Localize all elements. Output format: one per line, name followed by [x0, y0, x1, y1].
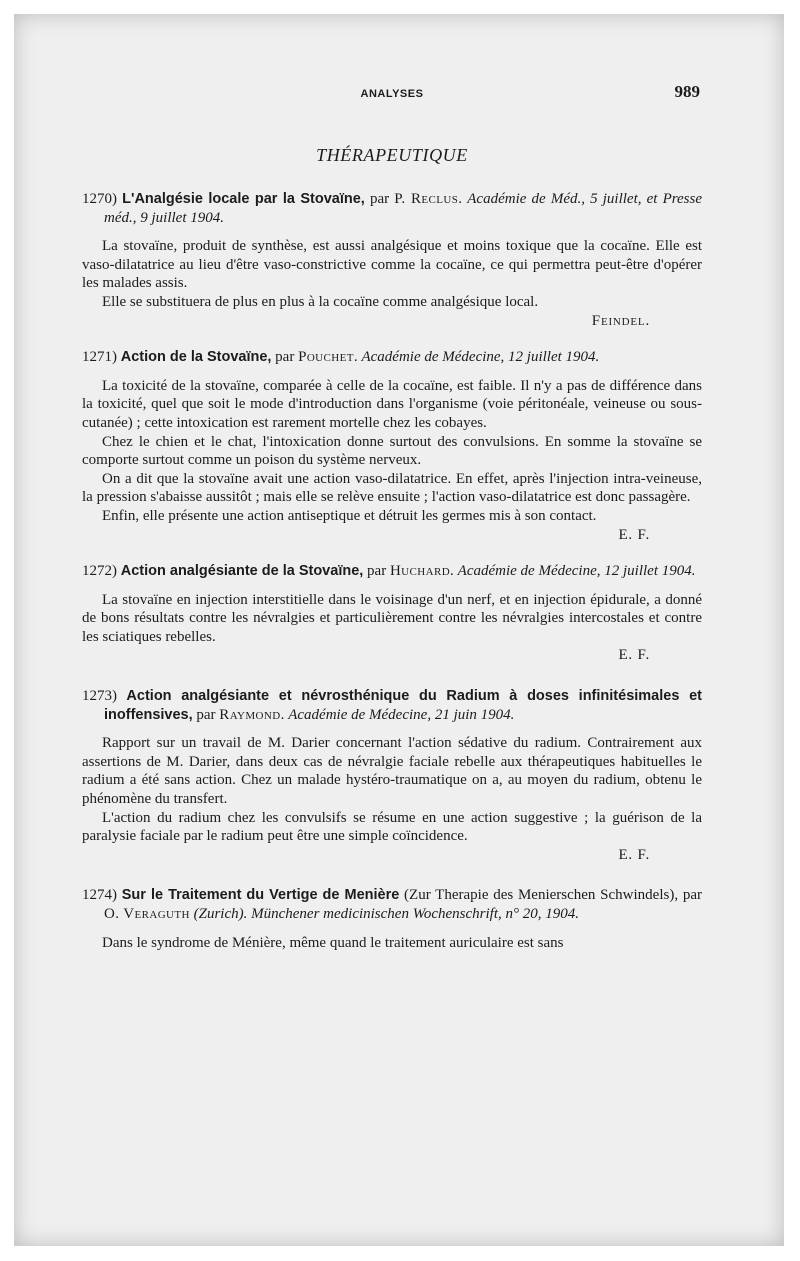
article-paragraph: La toxicité de la stovaïne, comparée à celle de la cocaïne, est faible. Il n'y a pas de différence dans la toxicité, quel que soit le mode d'introduction dans l'organisme (voie péritonéale, veineuse ou sous-cutanée) ; cette intoxication est rarement mortelle chez les cobayes.	[82, 377, 702, 431]
article-entry	[82, 562, 702, 665]
article-heading	[82, 687, 702, 724]
article-signature: Feindel.	[591, 312, 650, 329]
article-entry	[82, 687, 702, 864]
article-paragraph: Dans le syndrome de Ménière, même quand le traitement auriculaire est sans	[102, 934, 564, 951]
article-title: L'Analgésie locale par la Stovaïne,	[122, 191, 365, 207]
article-by: par	[364, 191, 395, 207]
section-title: THÉRAPEUTIQUE	[316, 145, 468, 165]
article-entry	[82, 886, 702, 952]
article-author: Pouchet.	[298, 349, 358, 366]
article-source: Académie de Méd., 5 juillet, et Presse méd., 9 juillet 1904.	[104, 191, 703, 226]
article-signature: E. F.	[618, 846, 650, 863]
article-heading	[82, 562, 702, 581]
article-title: Action analgésiante et névrosthénique du Radium à doses infinitésimales et inoffensives,	[104, 688, 702, 723]
article-by: par	[192, 706, 220, 723]
article-heading	[82, 190, 702, 227]
page-header	[84, 82, 700, 106]
article-entry	[82, 190, 702, 330]
article-paragraph: Enfin, elle présente une action antiseptique et détruit les germes mis à son contact.	[102, 507, 597, 524]
article-by: par	[271, 349, 299, 366]
article-title: Action analgésiante de la Stovaïne,	[120, 563, 364, 580]
article-number: 1274)	[82, 887, 117, 904]
article-source: (Zurich). Münchener medicinischen Wochenschrift, n° 20, 1904.	[189, 906, 579, 922]
article-source: Académie de Médecine, 12 juillet 1904.	[357, 349, 600, 366]
article-paragraph: Chez le chien et le chat, l'intoxication donne surtout des convulsions. En somme la stovaïne se comporte surtout comme un poison du système nerveux.	[82, 433, 702, 469]
article-source: Académie de Médecine, 12 juillet 1904.	[454, 563, 696, 580]
article-paragraph: Rapport sur un travail de M. Darier concernant l'action sédative du radium. Contrairement aux assertions de M. Darier, dans deux cas de névralgie faciale rebelle aux thérapeutiques habituelles le radium a été sans action. Chez un malade hystéro-traumatique on a, au moyen du radium, obtenu le phénomène du transfert.	[82, 735, 702, 808]
article-author: O. Veraguth	[104, 906, 190, 922]
article-paragraph: On a dit que la stovaïne avait une action vaso-dilatatrice. En effet, après l'injection intra-veineuse, la pression s'abaisse aussitôt ; mais elle se relève ensuite ; l'action vaso-dilatatrice est donc passagère.	[82, 470, 702, 506]
article-paragraph: La stovaïne en injection interstitielle dans le voisinage d'un nerf, et en injection épidurale, a donné de bons résultats contre les névralgies et particulièrement contre les névralgies intercostales et contre les sciatiques rebelles.	[82, 591, 702, 645]
article-heading	[82, 886, 702, 923]
article-title: Action de la Stovaïne,	[120, 349, 272, 366]
article-heading	[82, 348, 702, 367]
article-author: P. Reclus.	[394, 191, 463, 207]
article-author: Huchard.	[389, 563, 455, 580]
article-entry	[82, 348, 702, 544]
running-head: ANALYSES	[360, 88, 424, 100]
article-number: 1272)	[82, 563, 117, 580]
article-signature: E. F.	[618, 526, 650, 543]
article-signature: E. F.	[618, 647, 650, 664]
article-paragraph: La stovaïne, produit de synthèse, est aussi analgésique et moins toxique que la cocaïne. Elle est vaso-dilatatrice au lieu d'être vaso-constrictive comme la cocaïne, ce qui permettra peut-être d'opérer les malades assis.	[82, 238, 702, 292]
article-source: Académie de Médecine, 21 juin 1904.	[284, 706, 515, 723]
article-title: Sur le Traitement du Vertige de Menière	[121, 887, 400, 904]
article-by: (Zur Therapie des Menierschen Schwindels), par	[399, 887, 702, 904]
article-number: 1271)	[82, 349, 117, 366]
article-by: par	[363, 563, 390, 580]
article-author: Raymond.	[219, 706, 285, 723]
article-paragraph: Elle se substituera de plus en plus à la cocaïne comme analgésique local.	[102, 293, 539, 310]
article-paragraph: L'action du radium chez les convulsifs se résume en une action suggestive ; la guérison de la paralysie faciale par le radium peut être une simple coïncidence.	[82, 809, 702, 845]
page-number: 989	[674, 82, 700, 101]
article-number: 1273)	[82, 688, 117, 705]
article-list	[82, 190, 702, 952]
article-number: 1270)	[82, 191, 117, 207]
